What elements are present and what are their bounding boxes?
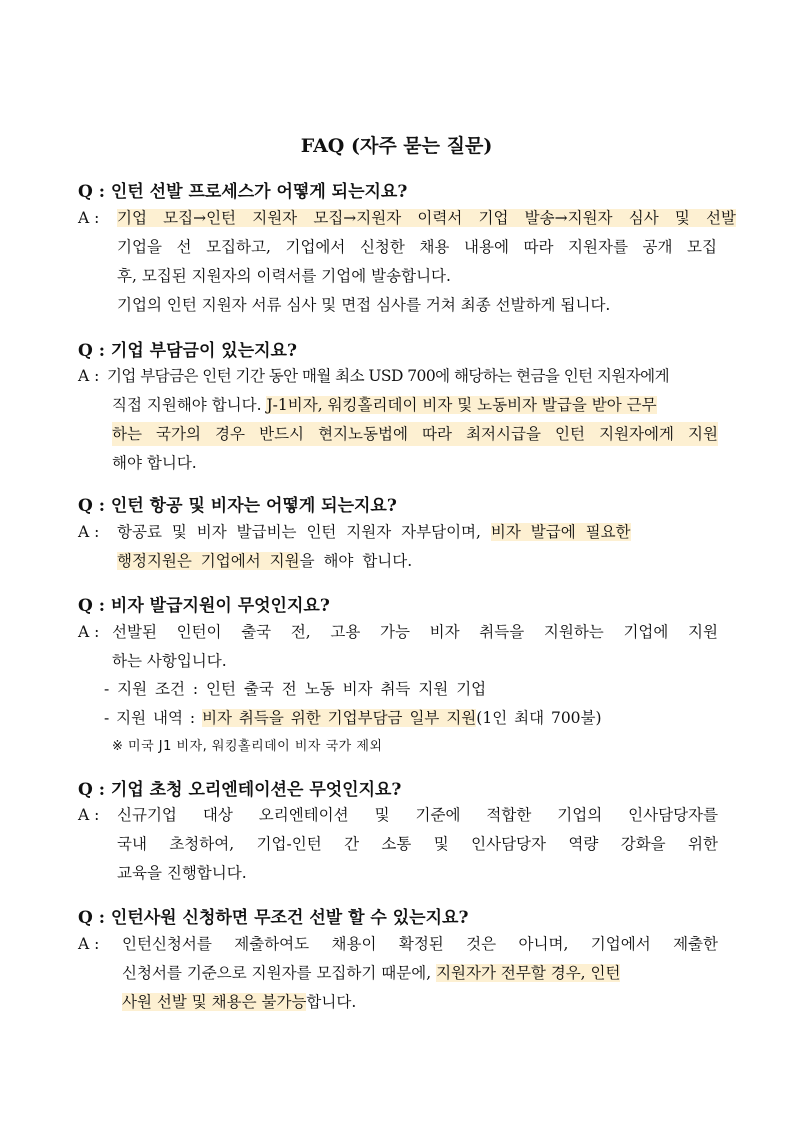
faq-answer-6-line-3 — [122, 990, 762, 1014]
highlight: 지원자가 전무할 경우, 인턴 — [436, 964, 621, 982]
faq-answer-label-1: A : — [78, 209, 100, 227]
highlight: 비자 취득을 위한 기업부담금 일부 지원 — [202, 709, 477, 727]
faq-question-2: Q : 기업 부담금이 있는지요? — [78, 341, 297, 361]
faq-question-4: Q : 비자 발급지원이 무엇인지요? — [78, 596, 330, 616]
highlight: 사원 선발 및 채용은 불가능 — [122, 993, 307, 1011]
faq-answer-4-line-1: 선발된 인턴이 출국 전, 고용 가능 비자 취득을 지원하는 기업에 지원 — [112, 623, 718, 641]
faq-question-6: Q : 인턴사원 신청하면 무조건 선발 할 수 있는지요? — [78, 908, 469, 928]
faq-answer-2-line-3 — [112, 422, 718, 446]
faq-answer-3-line-1 — [117, 520, 727, 544]
faq-answer-1-line-1 — [117, 206, 736, 230]
plain-text: 합니다. — [306, 993, 357, 1011]
faq-answer-4-note: ※ 미국 J1 비자, 워킹홀리데이 비자 국가 제외 — [112, 739, 383, 754]
faq-answer-1-line-4: 기업의 인턴 지원자 서류 심사 및 면접 심사를 거쳐 최종 선발하게 됩니다. — [117, 296, 611, 314]
highlight: J-1비자, 워킹홀리데이 비자 및 노동비자 발급을 받아 근무 — [266, 396, 657, 414]
faq-question-3: Q : 인턴 항공 및 비자는 어떻게 되는지요? — [78, 496, 397, 516]
plain-text: 을 해야 합니다. — [299, 552, 413, 570]
highlight: 행정지원은 기업에서 지원 — [117, 552, 300, 570]
faq-answer-label-4: A : — [78, 623, 100, 641]
faq-answer-2-line-2 — [112, 393, 720, 417]
page-title: FAQ (자주 묻는 질문) — [300, 135, 493, 157]
faq-answer-4-line-2: 하는 사항입니다. — [112, 652, 227, 670]
faq-answer-label-3: A : — [78, 523, 100, 541]
highlight: 하는 국가의 경우 반드시 현지노동법에 따라 최저시급을 인턴 지원자에게 지원 — [112, 422, 718, 446]
faq-answer-6-line-1: 인턴신청서를 제출하여도 채용이 확정된 것은 아니며, 기업에서 제출한 — [122, 935, 718, 953]
plain-text: (1인 최대 700불) — [476, 709, 602, 727]
plain-text: 직접 지원해야 합니다. — [112, 396, 267, 414]
faq-answer-4-line-3: - 지원 조건 : 인턴 출국 전 노동 비자 취득 지원 기업 — [104, 680, 487, 698]
faq-answer-2-line-1: 기업 부담금은 인턴 기간 동안 매월 최소 USD 700에 해당하는 현금을 인턴 지원자에게 — [107, 367, 670, 385]
faq-question-1: Q : 인턴 선발 프로세스가 어떻게 되는지요? — [78, 182, 408, 202]
faq-answer-3-line-2 — [117, 549, 757, 573]
highlight: 비자 발급에 필요한 — [490, 523, 631, 541]
highlight: 기업 모집→인턴 지원자 모집→지원자 이력서 기업 발송→지원자 심사 및 선발 — [117, 209, 736, 227]
faq-answer-label-5: A : — [78, 806, 100, 824]
faq-answer-5-line-3: 교육을 진행합니다. — [117, 864, 247, 882]
faq-answer-4-line-4 — [104, 706, 744, 730]
faq-answer-1-line-3: 후, 모집된 지원자의 이력서를 기업에 발송합니다. — [117, 267, 451, 285]
faq-answer-6-line-2 — [122, 961, 718, 985]
faq-answer-5-line-1: 신규기업 대상 오리엔테이션 및 기준에 적합한 기업의 인사담당자를 — [117, 806, 718, 824]
faq-answer-1-line-2: 기업을 선 모집하고, 기업에서 신청한 채용 내용에 따라 지원자를 공개 모집 — [117, 238, 717, 256]
plain-text: 항공료 및 비자 발급비는 인턴 지원자 자부담이며, — [117, 523, 491, 541]
plain-text: - 지원 내역 : — [104, 709, 203, 727]
faq-answer-2-line-4: 해야 합니다. — [112, 454, 197, 472]
faq-answer-label-2: A : — [78, 367, 100, 385]
faq-answer-5-line-2: 국내 초청하여, 기업-인턴 간 소통 및 인사담당자 역량 강화을 위한 — [117, 835, 718, 853]
faq-question-5: Q : 기업 초청 오리엔테이션은 무엇인지요? — [78, 780, 402, 800]
faq-answer-label-6: A : — [78, 935, 100, 953]
plain-text: 신청서를 기준으로 지원자를 모집하기 때문에, — [122, 964, 437, 982]
